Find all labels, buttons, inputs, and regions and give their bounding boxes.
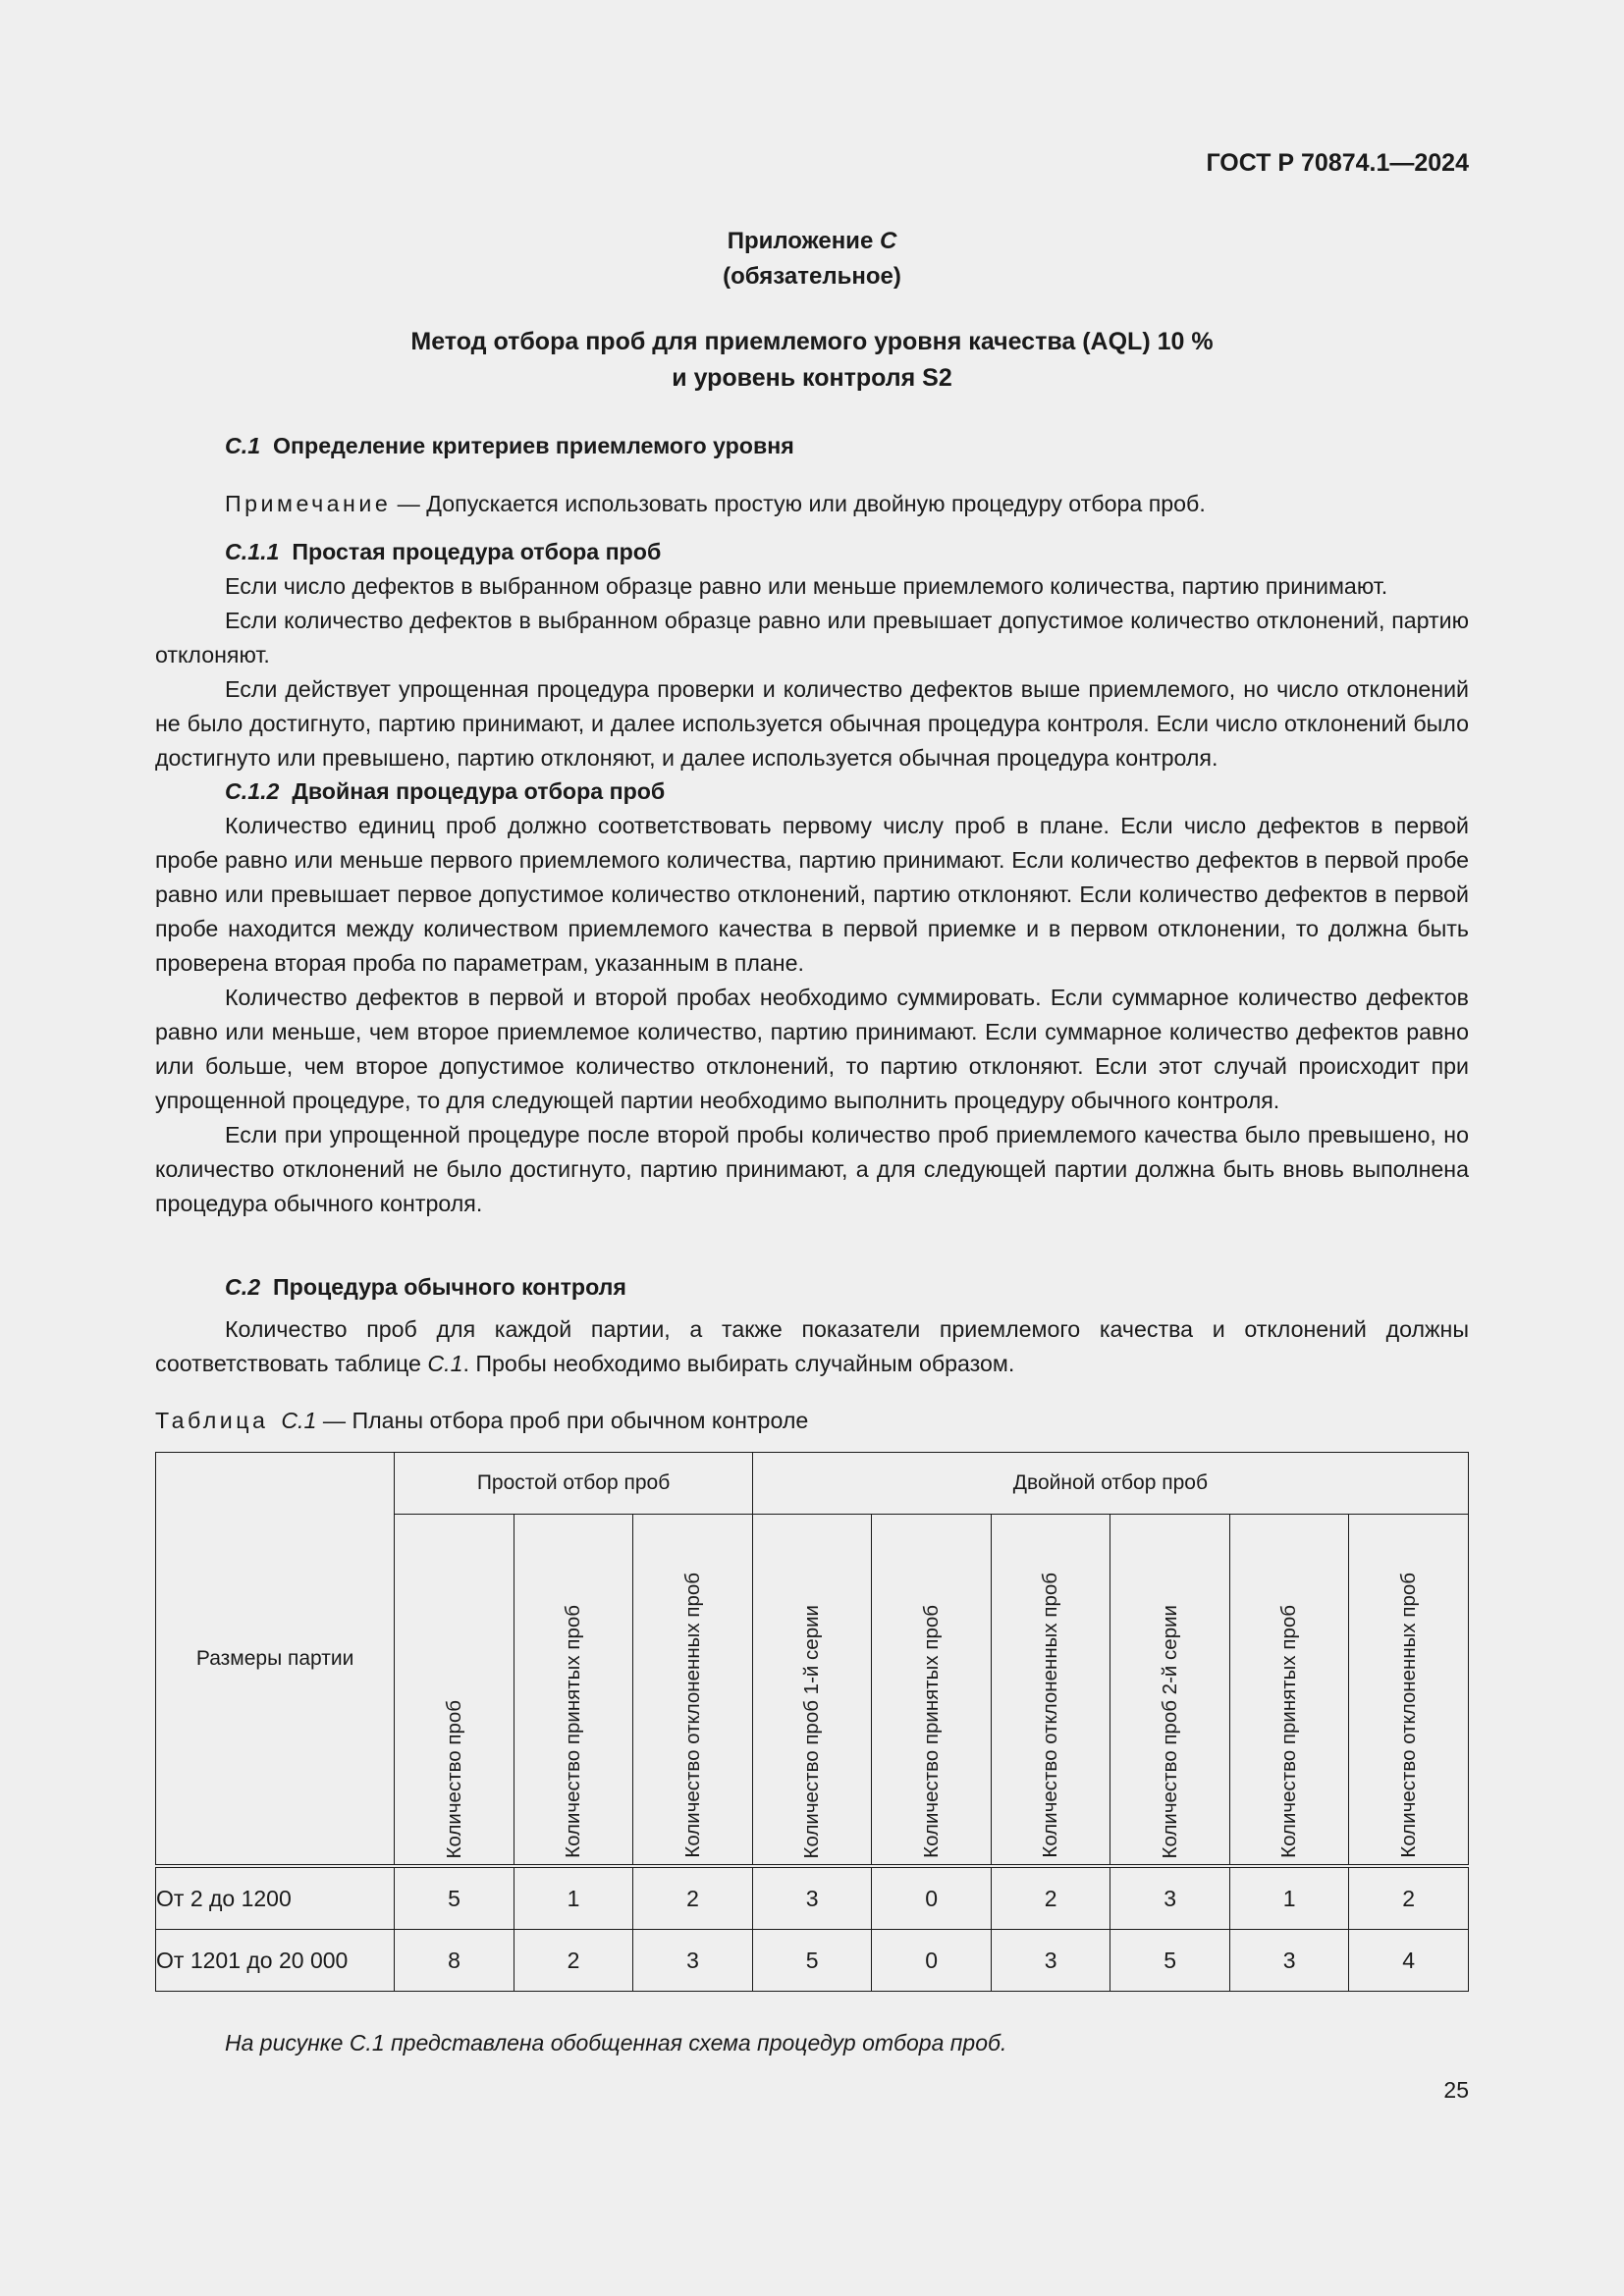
table-cell: 3 xyxy=(991,1930,1110,1992)
section-c12-heading xyxy=(155,774,1469,809)
section-c11-paragraph-3: Если действует упрощенная процедура проверки и количество дефектов выше приемлемого, но число отклонений не было достигнуто, партию принимают, и далее используется обычная процедура контроля. Если число отклонений было достигнуто или превышено, партию отклоняют, и далее используется обычная процедура контроля. xyxy=(155,676,1469,771)
section-c2-number: С.2 xyxy=(225,1274,261,1300)
section-c2-text-b: . Пробы необходимо выбирать случайным образом. xyxy=(462,1351,1015,1376)
column-header xyxy=(752,1515,872,1867)
column-header xyxy=(1229,1515,1349,1867)
section-c1 xyxy=(155,429,1469,463)
table-cell: 2 xyxy=(1349,1866,1469,1930)
column-header-text: Количество отклоненных проб xyxy=(1039,1573,1062,1858)
page-number: 25 xyxy=(1443,2077,1469,2103)
table-cell: 1 xyxy=(1229,1866,1349,1930)
group-header-simple: Простой отбор проб xyxy=(395,1453,753,1515)
table-cell: 8 xyxy=(395,1930,514,1992)
column-header xyxy=(514,1515,633,1867)
section-c2-heading xyxy=(155,1270,1469,1305)
table-cell: 3 xyxy=(1229,1930,1349,1992)
table-cell: 5 xyxy=(752,1930,872,1992)
table-cell: 3 xyxy=(1110,1866,1230,1930)
row-header: Размеры партии xyxy=(195,1646,354,1670)
section-c11-title: Простая процедура отбора проб xyxy=(292,539,662,564)
column-header xyxy=(872,1515,992,1867)
section-c2-title: Процедура обычного контроля xyxy=(272,1274,626,1300)
table-cell: 2 xyxy=(991,1866,1110,1930)
column-header-text: Количество отклоненных проб xyxy=(680,1573,704,1858)
column-header xyxy=(1349,1515,1469,1867)
table-caption xyxy=(155,1404,1469,1438)
section-c12-number: С.1.2 xyxy=(225,778,280,804)
section-c2-body xyxy=(155,1312,1469,1381)
method-title-line-1: Метод отбора проб для приемлемого уровня качества (AQL) 10 % xyxy=(410,328,1214,355)
table-row xyxy=(156,1866,1469,1930)
group-header-double: Двойной отбор проб xyxy=(752,1453,1468,1515)
section-c12-paragraph-3: Если при упрощенной процедуре после второй пробы количество проб приемлемого качества было превышено, но количество отклонений не было достигнуто, партию принимают, а для следующей партии должна быть вновь выполнена процедура обычного контроля. xyxy=(155,1122,1469,1216)
section-c11-paragraph-1: Если число дефектов в выбранном образце равно или меньше приемлемого количества, партию принимают. xyxy=(225,573,1388,599)
annex-status: (обязательное) xyxy=(723,263,901,290)
column-header xyxy=(1110,1515,1230,1867)
section-c11-number: С.1.1 xyxy=(225,539,280,564)
table-cell: 5 xyxy=(395,1866,514,1930)
column-header-text: Количество проб 1-й серии xyxy=(800,1604,824,1858)
section-c1-number: С.1 xyxy=(225,433,261,458)
section-c11-paragraph-2: Если количество дефектов в выбранном образце равно или превышает допустимое количество отклонений, партию отклоняют. xyxy=(155,608,1469,667)
row-header-cell xyxy=(156,1453,395,1867)
section-c12-title: Двойная процедура отбора проб xyxy=(292,778,666,804)
annex-prefix: Приложение xyxy=(727,228,880,254)
column-header xyxy=(991,1515,1110,1867)
table-caption-text: — Планы отбора проб при обычном контроле xyxy=(316,1408,809,1433)
row-label: От 2 до 1200 xyxy=(156,1866,395,1930)
table-cell: 5 xyxy=(1110,1930,1230,1992)
row-label: От 1201 до 20 000 xyxy=(156,1930,395,1992)
table-row xyxy=(156,1930,1469,1992)
column-header-text: Количество принятых проб xyxy=(562,1605,585,1858)
section-c11-heading xyxy=(155,535,1469,569)
figure-reference-note: На рисунке С.1 представлена обобщенная схема процедур отбора проб. xyxy=(225,2030,1007,2056)
note xyxy=(155,487,1469,521)
section-c12 xyxy=(155,774,1469,1221)
table-caption-number: С.1 xyxy=(281,1408,317,1433)
table-cell: 2 xyxy=(633,1866,753,1930)
table-cell: 0 xyxy=(872,1866,992,1930)
note-label: Примечание xyxy=(225,491,392,516)
table-cell: 3 xyxy=(633,1930,753,1992)
section-c1-title: Определение критериев приемлемого уровня xyxy=(272,433,794,458)
annex-title xyxy=(0,224,1624,294)
annex-letter: С xyxy=(879,228,897,254)
section-c2-text-a: Количество проб для каждой партии, а также показатели приемлемого качества и отклонений должны соответствовать таблице xyxy=(155,1316,1469,1376)
sampling-plan-table xyxy=(155,1452,1469,1992)
document-id: ГОСТ Р 70874.1—2024 xyxy=(1206,149,1469,177)
note-block xyxy=(155,487,1469,521)
section-c1-heading xyxy=(155,429,1469,463)
table-cell: 3 xyxy=(752,1866,872,1930)
column-header-text: Количество проб xyxy=(442,1699,465,1858)
section-c2 xyxy=(155,1270,1469,1305)
column-header-text: Количество отклоненных проб xyxy=(1396,1573,1420,1858)
column-header-text: Количество принятых проб xyxy=(1277,1605,1301,1858)
table-caption-label: Таблица xyxy=(155,1408,269,1433)
table-cell: 1 xyxy=(514,1866,633,1930)
method-title xyxy=(0,324,1624,397)
method-title-line-2: и уровень контроля S2 xyxy=(672,364,952,392)
column-header xyxy=(633,1515,753,1867)
table-cell: 0 xyxy=(872,1930,992,1992)
section-c12-paragraph-1: Количество единиц проб должно соответствовать первому числу проб в плане. Если число дефектов в первой пробе равно или меньше первого приемлемого количества, партию принимают. Если количество дефектов в первой пробе равно или превышает первое допустимое количество отклонений, партию отклоняют. Если количество дефектов в первой пробе находится между количеством приемлемого качества в первой приемке и в первом отклонении, то должна быть проверена вторая проба по параметрам, указанным в плане. xyxy=(155,813,1469,976)
section-c12-paragraph-2: Количество дефектов в первой и второй пробах необходимо суммировать. Если суммарное количество дефектов равно или меньше, чем второе приемлемое количество, партию принимают. Если суммарное количество дефектов равно или больше, чем второе допустимое количество отклонений, то партию отклоняют. Если этот случай происходит при упрощенной процедуре, то для следующей партии необходимо выполнить процедуру обычного контроля. xyxy=(155,985,1469,1113)
section-c11 xyxy=(155,535,1469,775)
table-cell: 2 xyxy=(514,1930,633,1992)
column-header xyxy=(395,1515,514,1867)
note-text: — Допускается использовать простую или двойную процедуру отбора проб. xyxy=(391,491,1206,516)
section-c2-paragraph xyxy=(155,1312,1469,1381)
column-header-text: Количество проб 2-й серии xyxy=(1158,1604,1181,1858)
column-header-text: Количество принятых проб xyxy=(919,1605,943,1858)
table-cell: 4 xyxy=(1349,1930,1469,1992)
table-reference: С.1 xyxy=(427,1351,463,1376)
